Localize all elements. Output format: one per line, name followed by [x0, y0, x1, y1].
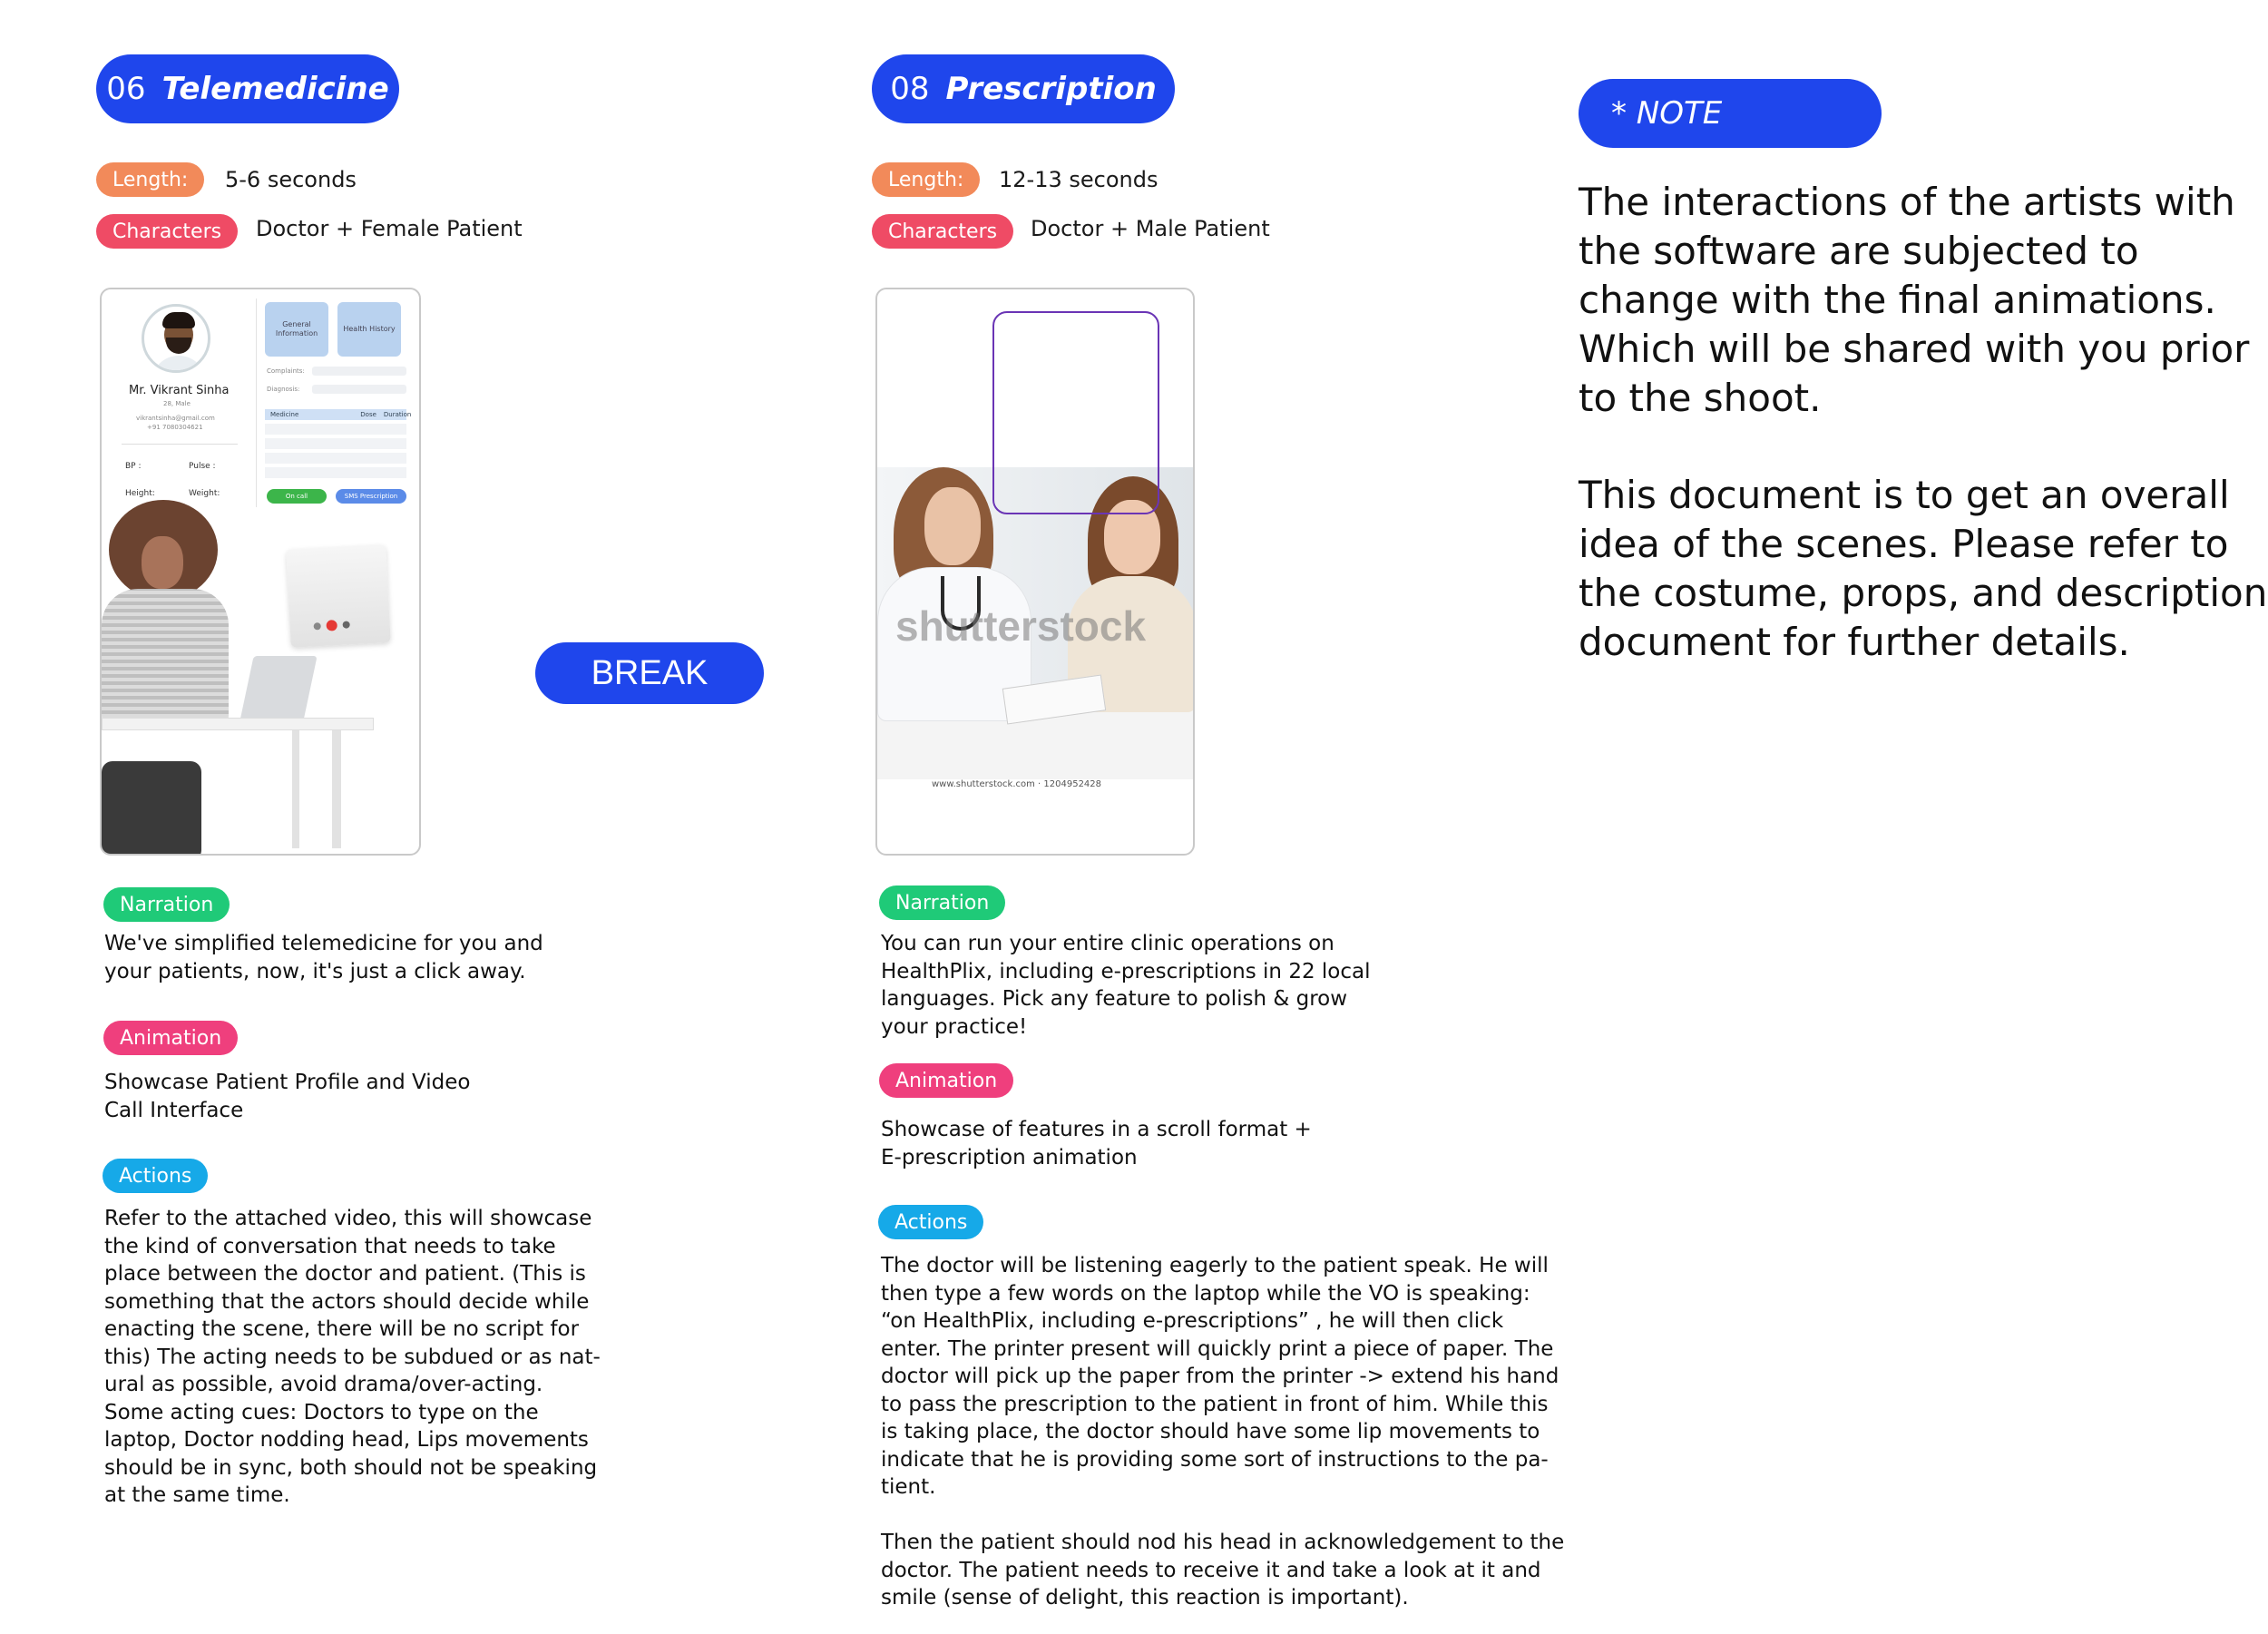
note-pill: * NOTE	[1579, 79, 1882, 148]
mockup-patient-name: Mr. Vikrant Sinha	[129, 384, 230, 397]
scene-06-narration-text: We've simplified telemedicine for you and your patients, now, it's just a click away.	[104, 932, 543, 983]
scene-08-actions-tag: Actions	[878, 1205, 983, 1239]
mockup-tab-health[interactable]: Health History	[337, 302, 401, 357]
photo-watermark: shutterstock	[895, 602, 1147, 650]
scene-06-actions-text: Refer to the attached video, this will showcase the kind of conversation that needs to take place between the doctor and patient. (This is something that the actors should decide while enacting the scene, there will be no script for this) The acting needs to be subdued or as nat- ural as possible, avoid drama/over-acting. Some acting cues: Doctors to type on the laptop, Doctor nodding head, Lips movements should be in sync, both should not be speaking at the same time.	[104, 1207, 601, 1507]
mockup-medicine-table-header	[265, 409, 412, 420]
mockup-sms-button[interactable]: SMS Prescription	[336, 489, 406, 504]
scene-08-length-tag: Length:	[872, 162, 980, 197]
scene-06-title-pill	[96, 54, 399, 123]
scene-08-narration-text: You can run your entire clinic operations on HealthPlix, including e-prescriptions in 22 local languages. Pick any feature to polish & grow your practice!	[881, 932, 1371, 1039]
animation-frame-outline	[992, 311, 1159, 514]
mockup-diagnosis-label: Diagnosis:	[267, 386, 300, 393]
doctor-face	[924, 487, 981, 565]
mockup-on-call-button[interactable]: On call	[267, 489, 327, 504]
end-call-icon	[326, 620, 337, 631]
scene-08-length-value: 12-13 seconds	[999, 167, 1158, 192]
female-patient-sweater	[102, 589, 229, 725]
scene-08-animation-text: Showcase of features in a scroll format + E-prescription animation	[881, 1118, 1312, 1169]
scene-06-animation-tag: Animation	[103, 1021, 238, 1055]
mockup-col-dose: Dose	[360, 411, 376, 418]
scene-06-narration-tag: Narration	[103, 887, 230, 922]
mockup-weight-label: Weight:	[189, 489, 220, 498]
photo-caption: www.shutterstock.com · 1204952428	[932, 779, 1102, 789]
prescription-phone-mockup	[875, 288, 1195, 856]
chair	[102, 761, 201, 856]
scene-08-animation-tag: Animation	[879, 1063, 1013, 1098]
scene-06-actions-tag: Actions	[103, 1159, 208, 1193]
note-paragraph-1: The interactions of the artists with the software are subjected to change with the final animations. Which will be shared with you prior to the shoot.	[1579, 180, 2250, 420]
scene-06-title: Telemedicine	[161, 71, 389, 107]
video-call-window	[286, 544, 391, 648]
patient-avatar	[142, 304, 210, 373]
scene-08-number: 08	[890, 71, 930, 107]
scene-08-title-pill	[872, 54, 1175, 123]
scene-06-length-tag: Length:	[96, 162, 204, 197]
mockup-pulse-label: Pulse :	[189, 462, 216, 471]
mockup-col-medicine: Medicine	[270, 411, 299, 418]
laptop	[240, 656, 317, 721]
break-pill: BREAK	[535, 642, 764, 704]
scene-06-animation-text: Showcase Patient Profile and Video Call Interface	[104, 1071, 471, 1122]
scene-06-characters-value: Doctor + Female Patient	[256, 216, 523, 241]
telemedicine-phone-mockup	[100, 288, 421, 856]
female-patient-face	[142, 536, 183, 589]
scene-08-actions-text: The doctor will be listening eagerly to the patient speak. He will then type a few words on the laptop while the VO is speaking: “on HealthPlix, including e-prescriptions” , he will then click enter. The printer present will quickly print a piece of paper. The doctor will pick up the paper from the printer -> extend his hand to pass the prescription to the patient in front of him. While this is taking place, the doctor should have some lip movements to indicate that he is providing some sort of instructions to the pa- tient. Then the patient should nod his head in acknowledgement to the doctor. The patient needs to receive it and take a look at it and smile (sense of delight, this reaction is important).	[881, 1254, 1565, 1610]
mockup-height-label: Height:	[125, 489, 155, 498]
scene-08-characters-value: Doctor + Male Patient	[1031, 216, 1270, 241]
mockup-col-duration: Duration	[383, 411, 412, 418]
mockup-patient-email: vikrantsinha@gmail.com	[136, 415, 215, 422]
scene-08-characters-tag: Characters	[872, 214, 1013, 249]
note-paragraph-2: This document is to get an overall idea of the scenes. Please refer to the costume, props, and description document for further details.	[1579, 473, 2268, 664]
scene-08-narration-tag: Narration	[879, 885, 1005, 920]
mockup-bp-label: BP :	[125, 462, 142, 471]
mockup-patient-meta: 28, Male	[163, 400, 191, 407]
scene-06-length-value: 5-6 seconds	[225, 167, 357, 192]
mockup-complaints-label: Complaints:	[267, 367, 305, 375]
scene-08-title: Prescription	[945, 71, 1157, 107]
desk	[102, 718, 374, 730]
mockup-tab-general[interactable]: General Information	[265, 302, 328, 357]
mockup-patient-phone: +91 7080304621	[147, 424, 203, 431]
scene-06-characters-tag: Characters	[96, 214, 238, 249]
scene-06-number: 06	[106, 71, 146, 107]
